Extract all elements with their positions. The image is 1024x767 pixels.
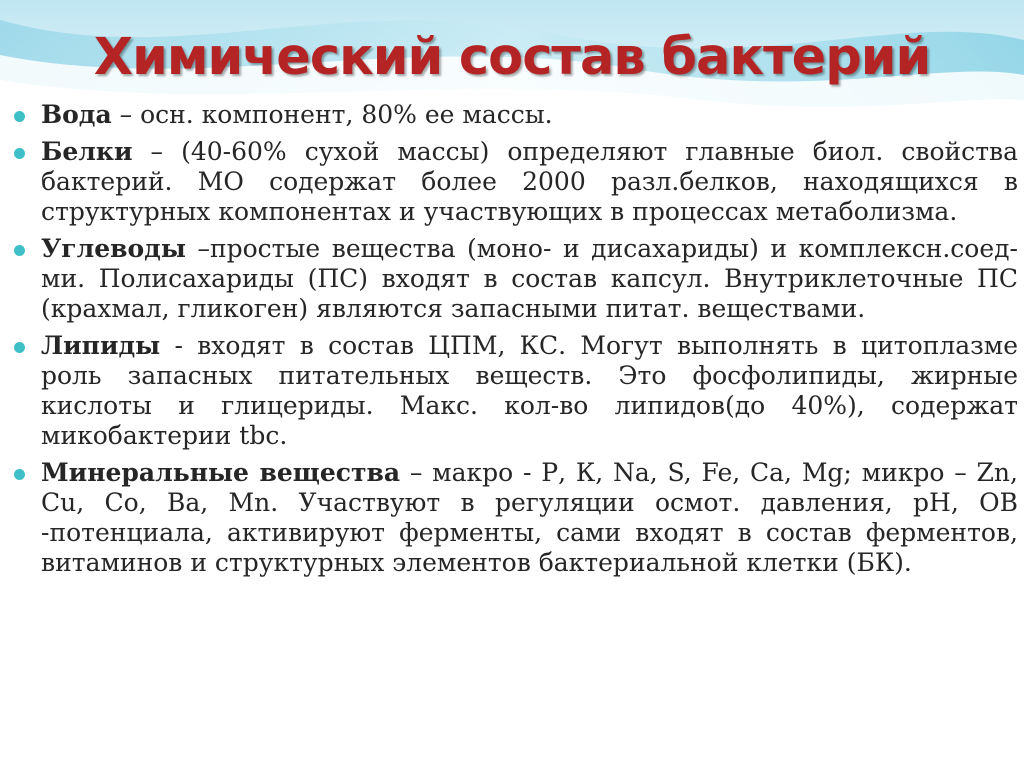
bullet-list — [12, 100, 1018, 585]
item-text: – (40-60% сухой массы) определяют главные биол. свойства бактерий. МО содержат более 2000 разл.белков, находящихся в структурных компонентах и участвующих в процессах метаболизма. — [41, 137, 1018, 226]
item-term: Липиды — [41, 331, 161, 360]
item-text: - входят в состав ЦПМ, КС. Могут выполнять в цитоплазме роль запасных питательных веществ. Это фосфолипиды, жирные кислоты и глицериды. Макс. кол-во липидов(до 40%), содержат микобактерии tbc. — [41, 331, 1018, 450]
bullet-dot-icon — [14, 111, 25, 122]
list-item-water — [12, 100, 1018, 130]
bullet-dot-icon — [14, 245, 25, 256]
item-text: –простые вещества (моно- и дисахариды) и комплексн.соед-ми. Полисахариды (ПС) входят в состав капсул. Внутриклеточные ПС (крахмал, гликоген) являются запасными питат. веществами. — [41, 234, 1018, 323]
list-item-minerals — [12, 458, 1018, 578]
list-item-carbohydrates — [12, 234, 1018, 324]
item-text: – осн. компонент, 80% ее массы. — [111, 100, 553, 129]
bullet-dot-icon — [14, 469, 25, 480]
list-item-lipids — [12, 331, 1018, 451]
item-term: Белки — [41, 137, 133, 166]
item-term: Минеральные вещества — [41, 458, 401, 487]
list-item-proteins — [12, 137, 1018, 227]
item-text: – макро - Р, К, Na, S, Fe, Ca, Mg; микро – Zn, Cu, Co, Ba, Mn. Участвуют в регуляции осмот. давления, pH, ОВ -потенциала, активируют ферменты, сами входят в состав ферментов, витаминов и структурных элементов бактериальной клетки (БК). — [41, 458, 1018, 577]
item-term: Вода — [41, 100, 112, 129]
slide-title: Химический состав бактерий — [93, 28, 931, 87]
bullet-dot-icon — [14, 148, 25, 159]
bullet-dot-icon — [14, 342, 25, 353]
item-term: Углеводы — [41, 234, 186, 263]
